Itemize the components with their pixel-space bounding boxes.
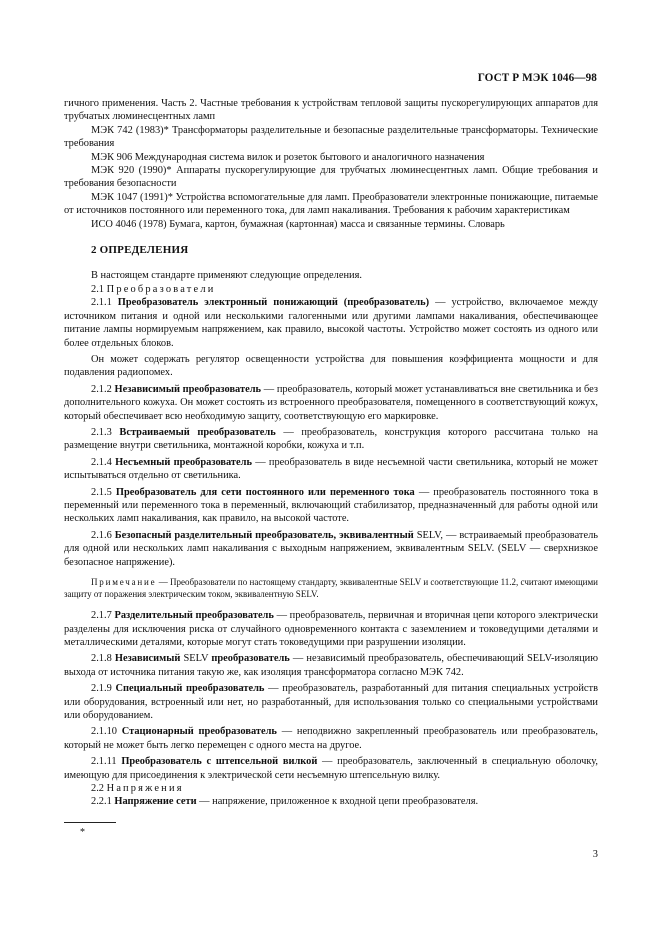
subsection-title: Преобразователи (106, 283, 216, 295)
section-intro: В настоящем стандарте применяют следующие определения. (91, 270, 362, 282)
definition-text: — независимый преобразователь, обеспечивающий SELV-изоляцию выхода от источника питания такую же, как изоляция трансформатора согласно МЭК 742. (64, 653, 598, 678)
footnote-mark: * (80, 827, 85, 838)
definition-number: 2.2.1 (91, 796, 112, 808)
definition-2-1-3 (64, 426, 598, 453)
definition-term-part-b: преобразователь (211, 653, 290, 665)
definition-number: 2.1.7 (91, 610, 112, 622)
definition-text: — преобразователь, который может устанавливаться вне светильника и без дополнительного кожуха. Он может состоять из встроенного преобразователя, помещенного в соответствующий кожух, который обеспечивает всю необходимую защиту, соответствующую его маркировке. (64, 383, 598, 422)
reference-iec-906: МЭК 906 Международная система вилок и розеток бытового и аналогичного назначения (91, 151, 485, 163)
definition-number: 2.1.1 (91, 297, 112, 309)
definition-term: Встраиваемый преобразователь (119, 426, 276, 438)
definition-text: — преобразователь, разработанный для питания специальных устройств или оборудования, встроенный или нет, но разработанный, для использования только со специальными устройствами или оборудованием. (64, 683, 598, 722)
reference-iec-742: МЭК 742 (1983)* Трансформаторы разделительные и безопасные разделительные трансформаторы. Технические требования (64, 124, 598, 150)
footnote-rule (64, 822, 116, 823)
definition-term: Напряжение сети (114, 796, 197, 808)
definition-text: — преобразователь, конструкция которого рассчитана только на размещение внутри светильника, монтажной коробки, кожуха и т.п. (64, 426, 598, 452)
definition-term: Преобразователь с штепсельной вилкой (121, 756, 318, 768)
note (64, 577, 598, 600)
definition-2-2-1 (64, 795, 598, 808)
definition-number: 2.1.9 (91, 683, 112, 695)
definition-2-1-7 (64, 609, 598, 649)
definition-text: — преобразователь, первичная и вторичная цепи которого электрически разделены для исключения риска от случайного одновременного контакта с заземлением и токоведущими деталями и металлическими деталями, которые могут стать токоведущими при разрушении изоляции. (64, 610, 599, 648)
section-heading: 2 ОПРЕДЕЛЕНИЯ (91, 244, 189, 257)
definition-number: 2.1.2 (91, 383, 112, 395)
definition-2-1-4 (64, 456, 598, 483)
definition-term: Специальный преобразователь (115, 683, 265, 695)
definition-2-1-6 (64, 529, 598, 569)
definition-text: — преобразователь в виде несъемной части светильника, который не может испытываться отдельно от светильника. (64, 456, 598, 482)
definition-text: — неподвижно закрепленный преобразователь или преобразователь, который не может быть легко перемещен с одного места на другое. (64, 726, 598, 751)
note-label: Примечание (91, 577, 157, 587)
definition-number: 2.1.8 (91, 653, 112, 665)
definition-term: Разделительный преобразователь (114, 610, 274, 622)
reference-iec-1047: МЭК 1047 (1991)* Устройства вспомогательные для ламп. Преобразователи электронные понижающие, питаемые от источников постоянного или переменного тока, для ламп накаливания. Требования к рабочим характеристикам (64, 191, 598, 217)
subsection-title: Напряжения (106, 783, 184, 795)
definition-number: 2.1.3 (91, 426, 112, 438)
subsection-2-2-heading (64, 782, 598, 795)
definition-2-1-10 (64, 725, 598, 752)
definition-number: 2.1.5 (91, 486, 112, 498)
subsection-2-1-heading (64, 283, 598, 296)
document-body (64, 97, 598, 809)
definition-term-selv: SELV (180, 653, 212, 665)
definition-2-1-8 (64, 652, 598, 679)
definition-number: 2.1.4 (91, 456, 112, 468)
reference-continuation: гичного применения. Часть 2. Частные требования к устройствам тепловой защиты пускорегулирующих аппаратов для трубчатых люминесцентных ламп (64, 98, 598, 123)
definition-2-1-1-extra: Он может содержать регулятор освещенности устройства для повышения коэффициента мощности и для подавления радиопомех. (64, 353, 598, 379)
definition-2-1-11 (64, 755, 598, 782)
definition-text: — преобразователь постоянного тока в переменный или переменного тока в переменный, включающий стабилизатор, предназначенный для работы одной или нескольких ламп накаливания, как правило, на высокой частоте. (64, 486, 598, 525)
subsection-number: 2.1 (91, 283, 104, 295)
definition-text: — устройство, включаемое между источником питания и одной или несколькими галогенными или другими лампами накаливания, обеспечивающее питание лампы нормируемым напряжением, как правило, высокой частоты. Устройство может состоять из одного или более отдельных блоков. (64, 297, 598, 349)
page-number: 3 (592, 849, 598, 860)
definition-2-1-9 (64, 682, 598, 722)
subsection-number: 2.2 (91, 783, 104, 795)
definition-term: Преобразователь электронный понижающий (преобразователь) (117, 297, 430, 309)
definition-term-part-a: Независимый (114, 653, 181, 665)
definition-number: 2.1.10 (91, 726, 117, 738)
definition-term: Независимый преобразователь (114, 383, 262, 395)
definition-2-1-1 (64, 296, 598, 350)
reference-iec-920: МЭК 920 (1990)* Аппараты пускорегулирующие для трубчатых люминесцентных ламп. Общие требования и требования безопасности (64, 165, 598, 190)
definition-term: Стационарный преобразователь (121, 726, 277, 738)
definition-text: — преобразователь, заключенный в специальную оболочку, имеющую для присоединения к электрической сети несъемную штепсельную вилку. (64, 756, 598, 781)
definition-term: Несъемный преобразователь (115, 456, 252, 468)
document-header: ГОСТ Р МЭК 1046—98 (477, 72, 597, 84)
definition-number: 2.1.11 (91, 756, 117, 768)
definition-term: Безопасный разделительный преобразователь, эквивалентный (114, 529, 414, 541)
note-text: — Преобразователи по настоящему стандарту, эквивалентные SELV и соответствующие 11.2, считают имеющими защиту от поражения электрическим током, эквивалентную SELV. (64, 577, 598, 599)
reference-iso-4046: ИСО 4046 (1978) Бумага, картон, бумажная (картонная) масса и связанные термины. Словарь (91, 218, 505, 230)
definition-text: SELV, — встраиваемый преобразователь для одной или нескольких ламп накаливания с выходным напряжением, эквивалентным SELV. (SELV — сверхнизкое безопасное напряжение). (64, 529, 598, 568)
definition-2-1-5 (64, 486, 598, 526)
definition-number: 2.1.6 (91, 529, 112, 541)
definition-text: — напряжение, приложенное к входной цепи преобразователя. (196, 796, 479, 808)
definition-term: Преобразователь для сети постоянного или переменного тока (115, 486, 415, 498)
definition-2-1-2 (64, 383, 598, 423)
